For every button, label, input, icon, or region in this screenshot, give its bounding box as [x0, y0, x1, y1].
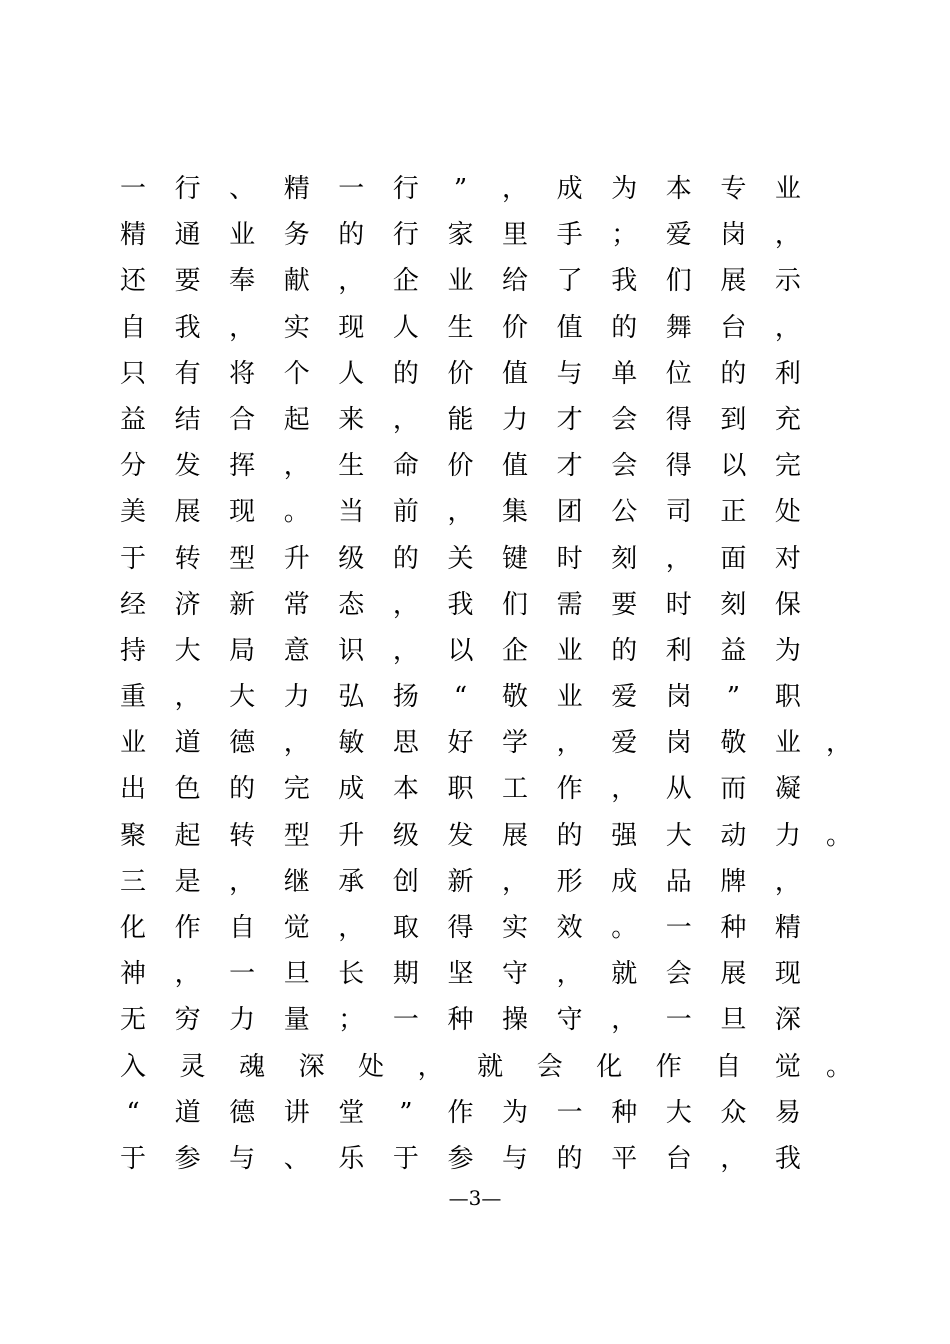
page-number: —3—	[448, 1186, 502, 1210]
text-line	[118, 166, 858, 212]
text-line-overflow-punctuation: ，	[826, 728, 853, 759]
text-line-characters: 分 发 挥 ， 生 命 价 值 才 会 得 以 完	[119, 451, 801, 482]
text-line	[118, 628, 858, 674]
text-line	[118, 674, 858, 720]
text-line-characters: 美 展 现 。 当 前 ， 集 团 公 司 正 处	[119, 497, 801, 528]
text-line-characters: 于 参 与 、 乐 于 参 与 的 平 台 ， 我	[119, 1143, 801, 1174]
text-line	[118, 859, 858, 905]
text-line	[118, 766, 858, 812]
text-line	[118, 305, 858, 351]
text-line	[118, 258, 858, 304]
text-line-characters: 入 灵 魂 深 处 ， 就 会 化 作 自 觉	[119, 1051, 801, 1082]
text-line-characters: 于 转 型 升 级 的 关 键 时 刻 ， 面 对	[119, 543, 801, 574]
body-text	[118, 166, 858, 1182]
text-line	[118, 351, 858, 397]
text-line-characters: 益 结 合 起 来 ， 能 力 才 会 得 到 充	[119, 404, 801, 435]
text-line	[118, 720, 858, 766]
text-line-characters: 业 道 德 ， 敏 思 好 学 ， 爱 岗 敬 业	[119, 728, 801, 759]
text-line	[118, 489, 858, 535]
text-line-overflow-punctuation: 。	[826, 1051, 853, 1082]
text-line	[118, 1136, 858, 1182]
text-line-characters: 自 我 ， 实 现 人 生 价 值 的 舞 台 ，	[119, 312, 801, 343]
text-line	[118, 212, 858, 258]
text-line-characters: 无 穷 力 量 ； 一 种 操 守 ， 一 旦 深	[119, 1005, 801, 1036]
text-line-characters: 神 ， 一 旦 长 期 坚 守 ， 就 会 展 现	[119, 959, 801, 990]
text-line-characters: 重 ， 大 力 弘 扬 “ 敬 业 爱 岗 ” 职	[119, 682, 801, 713]
text-line	[118, 397, 858, 443]
text-line	[118, 1044, 858, 1090]
text-line	[118, 1090, 858, 1136]
text-line-characters: 出 色 的 完 成 本 职 工 作 ， 从 而 凝	[119, 774, 801, 805]
text-line-characters: 精 通 业 务 的 行 家 里 手 ； 爱 岗 ，	[119, 220, 801, 251]
text-line	[118, 813, 858, 859]
text-line-characters: 一 行 、 精 一 行 ” ， 成 为 本 专 业	[119, 174, 801, 204]
text-line-characters: 化 作 自 觉 ， 取 得 实 效 。 一 种 精	[119, 913, 801, 943]
text-line-characters: 还 要 奉 献 ， 企 业 给 了 我 们 展 示	[119, 266, 801, 297]
text-line	[118, 905, 858, 951]
text-line-characters: 经 济 新 常 态 ， 我 们 需 要 时 刻 保	[119, 589, 801, 620]
text-line	[118, 536, 858, 582]
text-line	[118, 582, 858, 628]
text-line-characters: “ 道 德 讲 堂 ” 作 为 一 种 大 众 易	[126, 1097, 801, 1128]
text-line	[118, 443, 858, 489]
text-line-overflow-punctuation: 。	[826, 820, 853, 851]
text-line	[118, 951, 858, 997]
text-line-characters: 持 大 局 意 识 ， 以 企 业 的 利 益 为	[119, 635, 801, 666]
text-line-characters: 三 是 ， 继 承 创 新 ， 形 成 品 牌 ，	[119, 866, 801, 897]
text-line-characters: 聚 起 转 型 升 级 发 展 的 强 大 动 力	[119, 820, 801, 851]
text-line-characters: 只 有 将 个 人 的 价 值 与 单 位 的 利	[119, 358, 801, 389]
text-line	[118, 997, 858, 1043]
